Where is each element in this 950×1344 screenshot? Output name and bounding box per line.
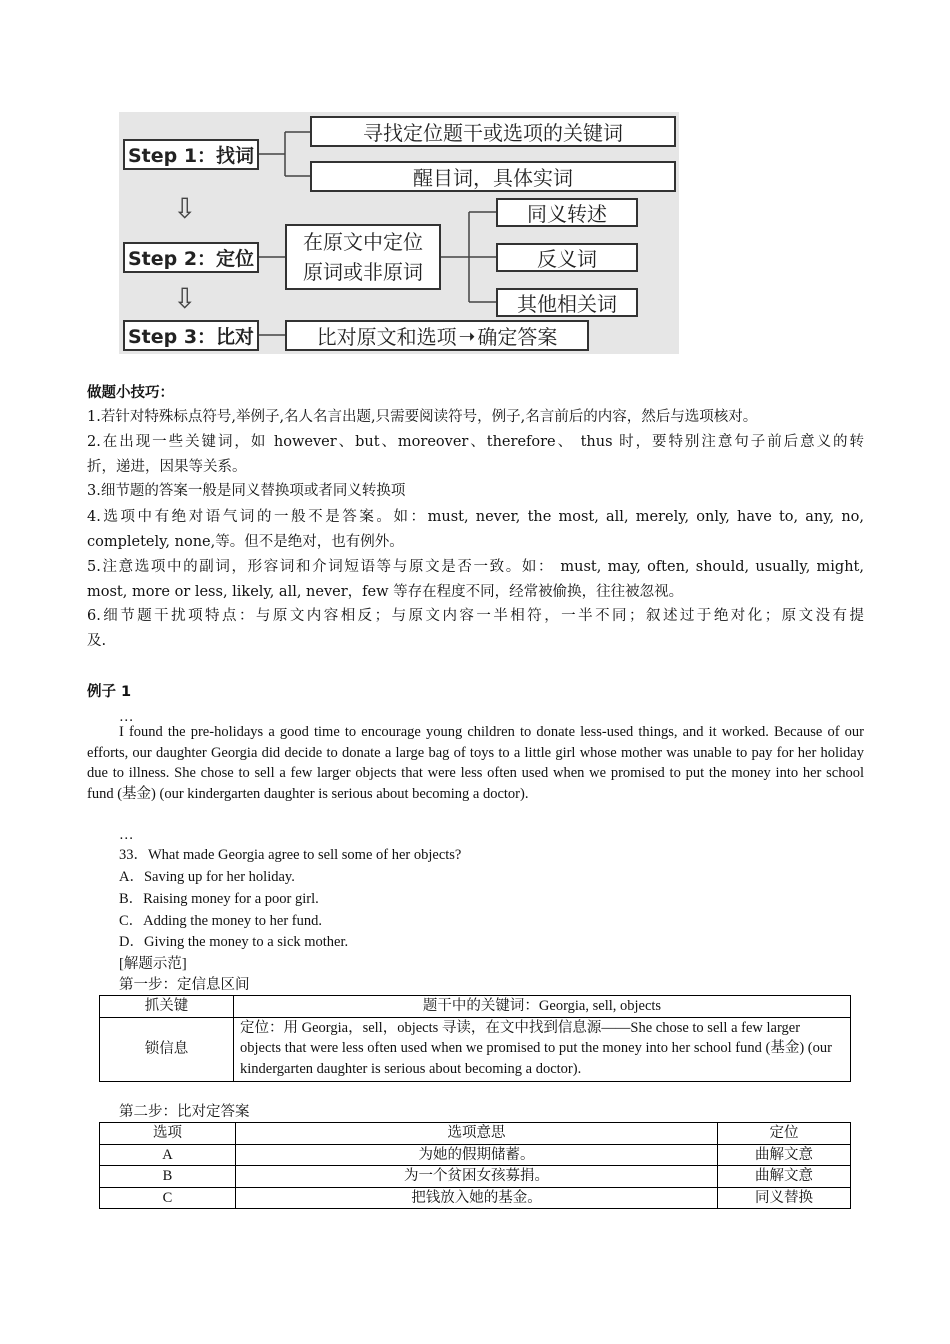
table-cell: 曲解文意 xyxy=(718,1144,851,1166)
table-cell: B xyxy=(100,1166,236,1188)
tip-2-line1: 2.在出现一些关键词，如 however、but、moreover、therefore、 thus 时，要特别注意句子前后意义的转 xyxy=(87,434,864,450)
table-cell: 锁信息 xyxy=(100,1017,234,1082)
option-c: C．Adding the money to her fund. xyxy=(119,913,322,929)
tip-4-line2: completely, none,等。但不是绝对，也有例外。 xyxy=(87,534,404,550)
answer-label: 确定答案 xyxy=(477,325,558,349)
reading-passage: I found the pre-holidays a good time to encourage young children to donate less-used things, and it worked. Because of our efforts, our daughter Georgia did decide to donate a large bag of toys to a little girl whose mother was unable to pay for her holiday due to illness. She chose to sell a few larger objects that were less often used when we promised to put the money into her school fund (基金) (our kindergarten daughter is serious about becoming a doctor). xyxy=(87,724,864,802)
related-word-box xyxy=(496,288,638,317)
locate-line1: 在原文中定位 xyxy=(303,230,423,254)
option-d: D．Giving the money to a sick mother. xyxy=(119,934,349,950)
table-header: 定位 xyxy=(718,1123,851,1145)
table-row xyxy=(100,1144,851,1166)
step-two-label: 第二步：比对定答案 xyxy=(119,1104,250,1120)
option-b: B．Raising money for a poor girl. xyxy=(119,891,319,907)
method-flow-diagram xyxy=(119,112,679,354)
info-range-table xyxy=(99,995,851,1082)
step2-label: Step 2：定位 xyxy=(127,248,255,270)
synonym-label: 同义转述 xyxy=(527,202,607,226)
antonym-box xyxy=(496,243,638,272)
table-cell: 曲解文意 xyxy=(718,1166,851,1188)
tip-6-line1: 6.细节题干扰项特点：与原文内容相反；与原文内容一半相符，一半不同；叙述过于绝对化；原文没有提 xyxy=(87,608,864,624)
question-33: 33．What made Georgia agree to sell some of her objects? xyxy=(119,847,462,863)
step1-box xyxy=(123,139,259,170)
solution-demo-label: [解题示范] xyxy=(119,956,187,972)
tip-2-line2: 折，递进，因果等关系。 xyxy=(87,459,247,475)
answer-compare-table xyxy=(99,1122,851,1209)
tip-5-line1: 5.注意选项中的副词，形容词和介词短语等与原文是否一致。如： must, may, often, should, usually, might, xyxy=(87,559,864,575)
arrow-right-icon: ➝ xyxy=(458,323,476,348)
table-row xyxy=(100,1187,851,1209)
table-cell: 题干中的关键词：Georgia, sell, objects xyxy=(234,996,851,1018)
table-cell: 定位：用 Georgia，sell，objects 寻读，在文中找到信息源——She chose to sell a few larger objects that were less often used when we promised to put the money into her school fund (基金) (our kindergarten daughter is serious about becoming a doctor). xyxy=(234,1017,851,1082)
step2-box xyxy=(123,242,259,273)
tip-4-line1: 4.选项中有绝对语气词的一般不是答案。如：must, never, the most, all, merely, only, have to, any, no, xyxy=(87,509,864,525)
table-cell: 为一个贫困女孩募捐。 xyxy=(236,1166,718,1188)
example-heading: 例子 1 xyxy=(87,684,132,700)
compare-box xyxy=(285,320,589,351)
tip-6-line2: 及. xyxy=(87,633,107,649)
table-header-row xyxy=(100,1123,851,1145)
compare-label: 比对原文和选项 xyxy=(316,325,457,349)
step1-label: Step 1：找词 xyxy=(127,145,255,167)
salient-word-label: 醒目词，具体实词 xyxy=(413,166,573,190)
option-a: A．Saving up for her holiday. xyxy=(119,869,295,885)
tip-1: 1.若针对特殊标点符号,举例子,名人名言出题,只需要阅读符号，例子,名言前后的内容，然后与选项核对。 xyxy=(87,409,758,425)
tip-5-line2: most, more or less, likely, all, never，few 等存在程度不同，经常被偷换，往往被忽视。 xyxy=(87,584,684,600)
salient-word-box xyxy=(310,161,676,192)
related-word-label: 其他相关词 xyxy=(517,292,617,316)
table-cell: 为她的假期储蓄。 xyxy=(236,1144,718,1166)
find-keyword-label: 寻找定位题干或选项的关键词 xyxy=(363,121,623,145)
find-keyword-box xyxy=(310,116,676,147)
table-row xyxy=(100,1166,851,1188)
table-cell: A xyxy=(100,1144,236,1166)
step3-box xyxy=(123,320,259,351)
table-cell: 把钱放入她的基金。 xyxy=(236,1187,718,1209)
step-one-label: 第一步：定信息区间 xyxy=(119,977,250,993)
arrow-down-icon: ⇩ xyxy=(173,282,197,315)
ellipsis-bottom: … xyxy=(119,827,134,843)
antonym-label: 反义词 xyxy=(537,247,597,271)
synonym-box xyxy=(496,198,638,227)
locate-box xyxy=(285,224,441,290)
table-header: 选项 xyxy=(100,1123,236,1145)
table-cell: C xyxy=(100,1187,236,1209)
arrow-down-icon: ⇩ xyxy=(173,192,197,225)
tips-heading: 做题小技巧： xyxy=(87,385,174,401)
table-cell: 抓关键 xyxy=(100,996,234,1018)
table-row xyxy=(100,996,851,1018)
table-header: 选项意思 xyxy=(236,1123,718,1145)
locate-line2: 原词或非原词 xyxy=(303,260,423,284)
table-cell: 同义替换 xyxy=(718,1187,851,1209)
step3-label: Step 3：比对 xyxy=(127,326,255,348)
tip-3: 3.细节题的答案一般是同义替换项或者同义转换项 xyxy=(87,483,406,499)
ellipsis-top: … xyxy=(119,709,134,725)
table-row xyxy=(100,1017,851,1082)
